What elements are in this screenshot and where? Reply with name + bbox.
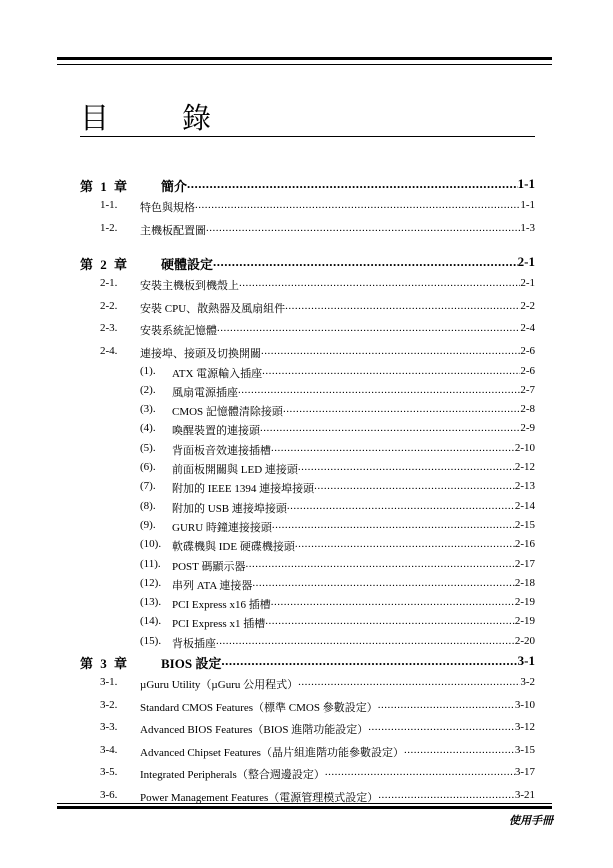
dot-leader bbox=[252, 577, 514, 593]
chapter-entry[interactable] bbox=[161, 176, 535, 195]
subsection-entry[interactable] bbox=[172, 442, 535, 458]
subsection-number: (13). bbox=[140, 596, 162, 609]
dot-leader bbox=[213, 254, 518, 273]
subsection-page-number: 2-14 bbox=[514, 499, 535, 512]
dot-leader bbox=[260, 422, 520, 438]
section-number: 3-4. bbox=[100, 743, 118, 756]
subsection-title: GURU 時鐘連接接頭 bbox=[172, 521, 272, 534]
subsection-entry[interactable] bbox=[172, 577, 535, 593]
dot-leader bbox=[314, 480, 515, 496]
section-entry[interactable] bbox=[140, 699, 535, 715]
subsection-number: (4). bbox=[140, 422, 156, 435]
subsection-number: (8). bbox=[140, 499, 156, 512]
subsection-number: (7). bbox=[140, 480, 156, 493]
subsection-page-number: 2-7 bbox=[520, 383, 535, 396]
subsection-entry[interactable] bbox=[172, 384, 535, 400]
section-page-number: 3-12 bbox=[514, 721, 535, 733]
chapter-title: 硬體設定 bbox=[161, 257, 214, 272]
title-underline bbox=[80, 136, 535, 137]
dot-leader bbox=[265, 615, 515, 631]
section-entry[interactable] bbox=[140, 222, 535, 238]
section-number: 1-1. bbox=[100, 199, 118, 211]
subsection-title: ATX 電源輸入插座 bbox=[172, 367, 263, 380]
section-title: 主機板配置圖 bbox=[140, 224, 206, 237]
dot-leader bbox=[221, 653, 517, 672]
dot-leader bbox=[404, 744, 515, 760]
dot-leader bbox=[272, 519, 515, 535]
chapter-number: 第 1 章 bbox=[80, 179, 128, 194]
dot-leader bbox=[206, 222, 520, 238]
subsection-title: 軟碟機與 IDE 硬碟機接頭 bbox=[172, 541, 295, 554]
subsection-number: (1). bbox=[140, 364, 156, 377]
dot-leader bbox=[239, 277, 520, 293]
section-page-number: 1-1 bbox=[520, 199, 535, 211]
section-entry[interactable] bbox=[140, 766, 535, 782]
chapter-entry[interactable] bbox=[161, 254, 535, 273]
subsection-number: (15). bbox=[140, 634, 162, 647]
subsection-number: (14). bbox=[140, 615, 162, 628]
subsection-number: (6). bbox=[140, 461, 156, 473]
section-title: 連接埠、接頭及切換開關 bbox=[140, 347, 261, 360]
subsection-entry[interactable] bbox=[172, 596, 535, 612]
subsection-number: (3). bbox=[140, 403, 156, 416]
subsection-page-number: 2-16 bbox=[514, 538, 535, 551]
subsection-page-number: 2-19 bbox=[514, 596, 535, 609]
section-title: 安裝系統記憶體 bbox=[140, 325, 217, 337]
section-entry[interactable] bbox=[140, 744, 535, 760]
section-number: 3-2. bbox=[100, 698, 118, 711]
subsection-number: (2). bbox=[140, 383, 156, 396]
page-title: 目 錄 bbox=[80, 103, 234, 135]
section-title: Integrated Peripherals（整合週邊設定） bbox=[140, 769, 325, 781]
section-number: 2-1. bbox=[100, 277, 118, 289]
section-entry[interactable] bbox=[140, 199, 535, 215]
dot-leader bbox=[245, 558, 514, 574]
subsection-entry[interactable] bbox=[172, 403, 535, 419]
subsection-entry[interactable] bbox=[172, 558, 535, 574]
chapter-title: BIOS 設定 bbox=[161, 656, 222, 671]
chapter-number: 第 3 章 bbox=[80, 656, 128, 671]
section-title: 安裝主機板到機殼上 bbox=[140, 280, 239, 292]
subsection-page-number: 2-12 bbox=[514, 461, 535, 473]
section-page-number: 3-2 bbox=[520, 676, 535, 688]
subsection-title: 喚醒裝置的連接頭 bbox=[172, 425, 260, 438]
section-entry[interactable] bbox=[140, 300, 535, 316]
footer-rule-thick bbox=[57, 806, 552, 809]
subsection-entry[interactable] bbox=[172, 365, 535, 381]
section-number: 1-2. bbox=[100, 221, 118, 234]
subsection-page-number: 2-13 bbox=[514, 480, 535, 493]
dot-leader bbox=[261, 345, 520, 361]
dot-leader bbox=[287, 500, 515, 516]
subsection-page-number: 2-18 bbox=[514, 576, 535, 589]
section-number: 3-3. bbox=[100, 721, 118, 733]
dot-leader bbox=[298, 676, 520, 692]
chapter-page-number: 2-1 bbox=[517, 254, 535, 269]
section-page-number: 2-4 bbox=[520, 322, 535, 334]
chapter-title: 簡介 bbox=[161, 179, 188, 194]
subsection-title: PCI Express x16 插槽 bbox=[172, 599, 271, 612]
subsection-entry[interactable] bbox=[172, 538, 535, 554]
subsection-number: (9). bbox=[140, 518, 156, 531]
section-title: Power Management Features（電源管理模式設定） bbox=[140, 791, 379, 804]
section-title: Advanced BIOS Features（BIOS 進階功能設定） bbox=[140, 724, 369, 736]
section-title: µGuru Utility（µGuru 公用程式） bbox=[140, 679, 299, 691]
chapter-number: 第 2 章 bbox=[80, 257, 128, 272]
section-entry[interactable] bbox=[140, 721, 535, 737]
section-page-number: 3-15 bbox=[514, 743, 535, 756]
subsection-entry[interactable] bbox=[172, 519, 535, 535]
subsection-page-number: 2-15 bbox=[514, 518, 535, 531]
section-title: 特色與規格 bbox=[140, 202, 195, 214]
subsection-page-number: 2-10 bbox=[514, 441, 535, 454]
subsection-entry[interactable] bbox=[172, 615, 535, 631]
section-page-number: 3-10 bbox=[514, 698, 535, 711]
section-page-number: 2-6 bbox=[520, 344, 535, 357]
section-number: 3-5. bbox=[100, 766, 118, 778]
dot-leader bbox=[285, 300, 520, 316]
section-entry[interactable] bbox=[140, 676, 535, 692]
section-number: 2-2. bbox=[100, 299, 118, 312]
chapter-page-number: 1-1 bbox=[517, 176, 535, 191]
dot-leader bbox=[195, 199, 520, 215]
header-rule-thin bbox=[57, 64, 552, 65]
dot-leader bbox=[378, 699, 515, 715]
subsection-number: (5). bbox=[140, 441, 156, 454]
section-entry[interactable] bbox=[140, 277, 535, 293]
section-page-number: 1-3 bbox=[520, 221, 535, 234]
subsection-title: 附加的 USB 連接埠接頭 bbox=[172, 502, 287, 515]
subsection-title: PCI Express x1 插槽 bbox=[172, 618, 266, 631]
subsection-number: (10). bbox=[140, 538, 162, 551]
subsection-page-number: 2-9 bbox=[520, 422, 535, 435]
dot-leader bbox=[238, 384, 520, 400]
section-title: 安裝 CPU、散熱器及風扇組件 bbox=[140, 302, 286, 315]
footer-text: 使用手冊 bbox=[509, 814, 553, 827]
section-page-number: 2-2 bbox=[520, 299, 535, 312]
subsection-page-number: 2-6 bbox=[520, 364, 535, 377]
section-number: 3-1. bbox=[100, 676, 118, 688]
footer-rule-thin bbox=[57, 803, 552, 804]
dot-leader bbox=[298, 461, 515, 477]
section-entry[interactable] bbox=[140, 322, 535, 338]
subsection-page-number: 2-8 bbox=[520, 403, 535, 416]
dot-leader bbox=[216, 635, 515, 651]
subsection-page-number: 2-20 bbox=[514, 634, 535, 647]
header-rule-thick bbox=[57, 57, 552, 60]
subsection-title: 前面板開關與 LED 連接頭 bbox=[172, 464, 298, 476]
subsection-page-number: 2-17 bbox=[514, 557, 535, 570]
subsection-entry[interactable] bbox=[172, 422, 535, 438]
subsection-title: 背面板音效連接插槽 bbox=[172, 444, 271, 457]
dot-leader bbox=[262, 365, 520, 381]
dot-leader bbox=[368, 721, 515, 737]
subsection-entry[interactable] bbox=[172, 480, 535, 496]
section-title: Standard CMOS Features（標準 CMOS 參數設定） bbox=[140, 701, 378, 714]
subsection-title: 風扇電源插座 bbox=[172, 386, 238, 399]
chapter-page-number: 3-1 bbox=[517, 653, 535, 668]
dot-leader bbox=[325, 766, 515, 782]
subsection-entry[interactable] bbox=[172, 635, 535, 651]
subsection-page-number: 2-19 bbox=[514, 615, 535, 628]
section-title: Advanced Chipset Features（晶片組進階功能參數設定） bbox=[140, 746, 404, 759]
section-page-number: 3-21 bbox=[514, 788, 535, 801]
dot-leader bbox=[283, 403, 520, 419]
subsection-title: 背板插座 bbox=[172, 637, 216, 650]
subsection-title: 附加的 IEEE 1394 連接埠接頭 bbox=[172, 483, 315, 496]
section-page-number: 3-17 bbox=[514, 766, 535, 778]
dot-leader bbox=[217, 322, 520, 338]
subsection-title: CMOS 記憶體清除接頭 bbox=[172, 406, 283, 419]
dot-leader bbox=[295, 538, 515, 554]
subsection-number: (11). bbox=[140, 557, 161, 570]
chapter-entry[interactable] bbox=[161, 653, 535, 672]
section-number: 2-4. bbox=[100, 344, 118, 357]
subsection-number: (12). bbox=[140, 576, 162, 589]
section-number: 3-6. bbox=[100, 788, 118, 801]
subsection-title: 串列 ATA 連接器 bbox=[172, 579, 253, 592]
section-number: 2-3. bbox=[100, 322, 118, 334]
subsection-entry[interactable] bbox=[172, 461, 535, 477]
dot-leader bbox=[271, 442, 515, 458]
subsection-title: POST 碼顯示器 bbox=[172, 560, 246, 573]
dot-leader bbox=[187, 176, 518, 195]
subsection-entry[interactable] bbox=[172, 500, 535, 516]
section-page-number: 2-1 bbox=[520, 277, 535, 289]
dot-leader bbox=[271, 596, 515, 612]
section-entry[interactable] bbox=[140, 345, 535, 361]
